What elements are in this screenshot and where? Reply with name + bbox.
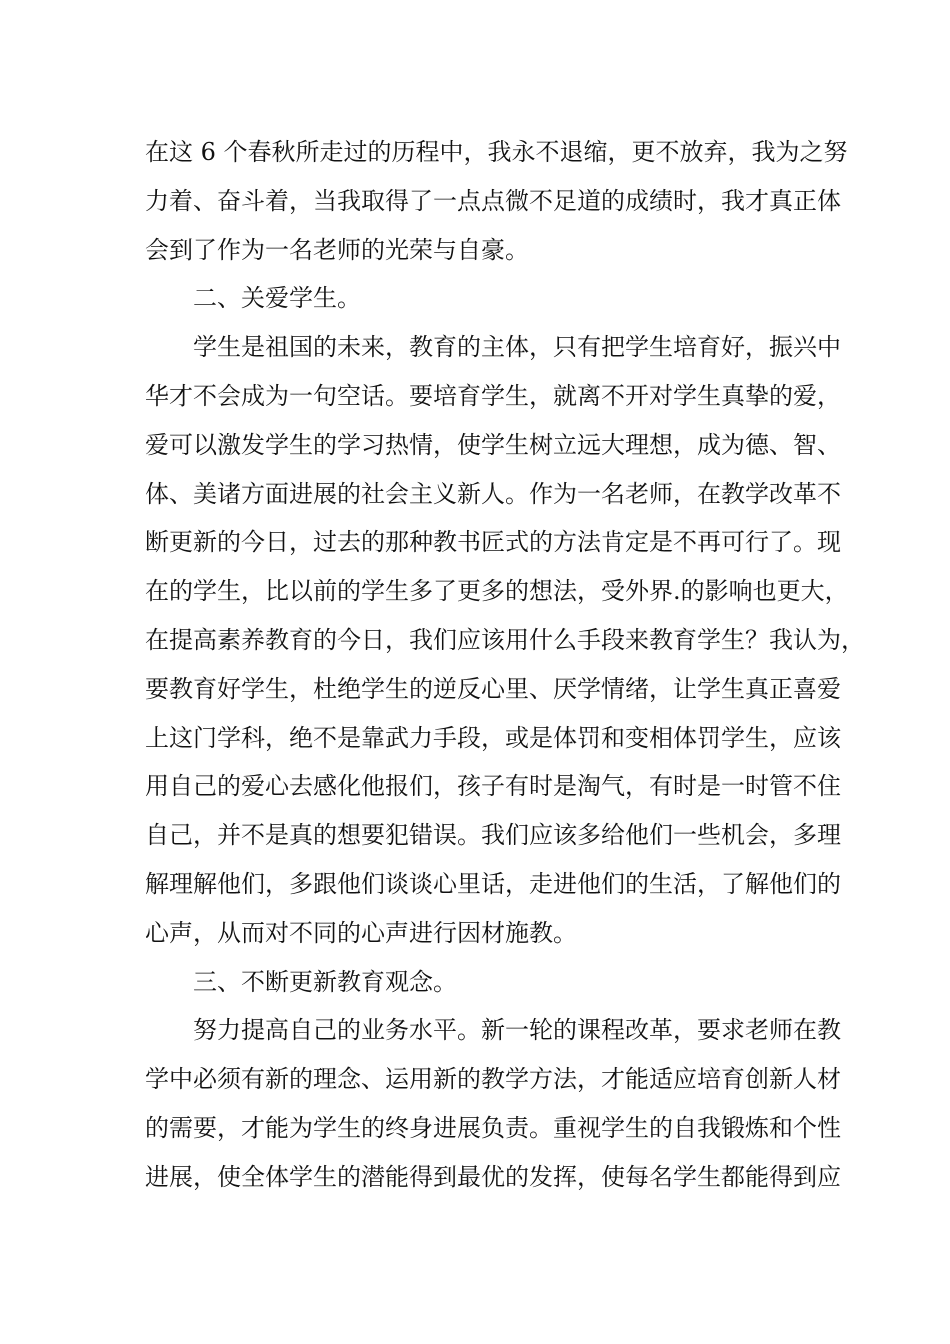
text-line: 要教育好学生，杜绝学生的逆反心里、厌学情绪，让学生真正喜爱 xyxy=(145,674,841,703)
text-line: 心声，从而对不同的心声进行因材施教。 xyxy=(145,918,577,947)
text-line: 华才不会成为一句空话。要培育学生，就离不开对学生真挚的爱， xyxy=(145,381,841,410)
text-line: 用自己的爱心去感化他报们，孩子有时是淘气，有时是一时管不住 xyxy=(145,772,841,801)
text-line: 解理解他们，多跟他们谈谈心里话，走进他们的生活，了解他们的 xyxy=(145,869,841,898)
text-line: 在提高素养教育的今日，我们应该用什么手段来教育学生？我认为， xyxy=(145,625,865,654)
text-line: 爱可以激发学生的学习热情，使学生树立远大理想，成为德、智、 xyxy=(145,430,841,459)
text-line: 自己，并不是真的想要犯错误。我们应该多给他们一些机会，多理 xyxy=(145,821,841,850)
text-line: 进展，使全体学生的潜能得到最优的发挥，使每名学生都能得到应 xyxy=(145,1162,841,1191)
text-line: 力着、奋斗着，当我取得了一点点微不足道的成绩时，我才真正体 xyxy=(145,186,841,215)
text-line: 体、美诸方面进展的社会主义新人。作为一名老师，在教学改革不 xyxy=(145,479,841,508)
text-line: 学中必须有新的理念、运用新的教学方法，才能适应培育创新人材 xyxy=(145,1065,841,1094)
section-heading: 二、关爱学生。 xyxy=(193,284,361,313)
section-heading: 三、不断更新教育观念。 xyxy=(193,967,457,996)
text-line: 努力提高自己的业务水平。新一轮的课程改革，要求老师在教 xyxy=(193,1016,841,1045)
text-line: 断更新的今日，过去的那种教书匠式的方法肯定是不再可行了。现 xyxy=(145,528,841,557)
text-line: 在的学生，比以前的学生多了更多的想法，受外界.的影响也更大， xyxy=(145,577,849,606)
text-line: 学生是祖国的未来，教育的主体，只有把学生培育好，振兴中 xyxy=(193,333,841,362)
text-line: 上这门学科，绝不是靠武力手段，或是体罚和变相体罚学生，应该 xyxy=(145,723,841,752)
document-body xyxy=(145,128,865,1202)
text-line: 在这 6 个春秋所走过的历程中，我永不退缩，更不放弃，我为之努 xyxy=(145,138,848,166)
text-line: 的需要，才能为学生的终身进展负责。重视学生的自我锻炼和个性 xyxy=(145,1113,841,1142)
text-line: 会到了作为一名老师的光荣与自豪。 xyxy=(145,235,529,264)
